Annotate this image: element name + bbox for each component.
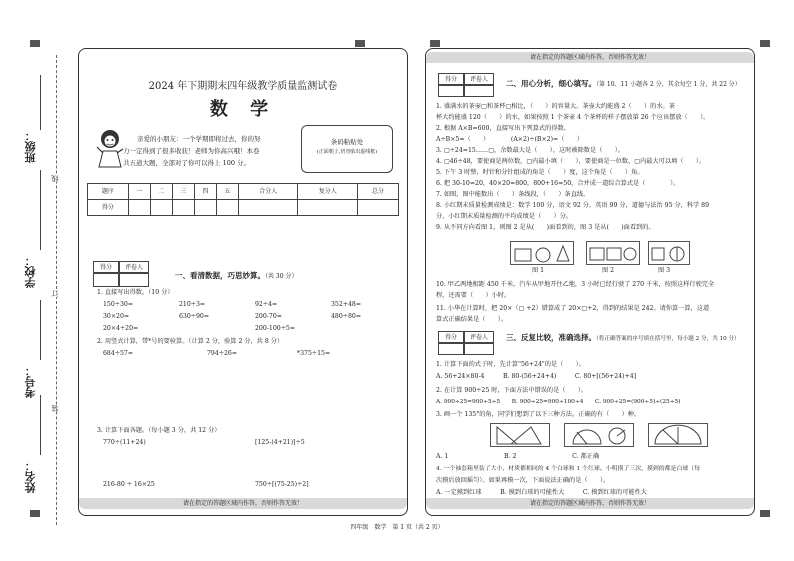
section3-title	[506, 333, 740, 343]
barcode-note: (正面朝上,切勿贴出虚线框)	[316, 149, 378, 156]
s1-q3-prompt: 3. 计算下面各题。（每小题 3 分，共 12 分）	[97, 427, 221, 434]
grader-score-cell[interactable]	[93, 273, 119, 287]
figure-3	[648, 241, 690, 265]
registration-mark	[355, 40, 365, 47]
s2-line: 10. 甲乙两地相距 450 千米，汽车从甲地开往乙地，3 小时已经行驶了 270 千米，按照这样行驶完全	[436, 281, 715, 288]
grader-name-cell[interactable]	[464, 85, 494, 97]
exam-no-label: 考号：	[24, 365, 37, 398]
subject-title: 数 学	[209, 99, 277, 120]
score-row-label: 得分	[88, 200, 129, 216]
score-header-cell: 三	[172, 184, 194, 200]
registration-mark	[760, 40, 770, 47]
class-label: 班级：	[24, 130, 37, 163]
s1-q1-item: 210÷3=	[179, 301, 206, 308]
s2-line: A÷B×5=（ ） (A×2)÷(B×2)=（ ）	[436, 136, 583, 143]
set-square-icon	[491, 424, 549, 446]
s1-q1-item: 20×4÷20=	[103, 325, 139, 332]
s3-line: 次摸后放回摇匀）。如果再摸一次，下面说法正确的是（ ）。	[436, 477, 610, 484]
greeting-line-1: 亲爱的小朋友：一个学期即将过去，你的努	[137, 135, 261, 143]
score-table-score-row	[88, 200, 399, 216]
barcode-label: 条码粘贴处	[330, 138, 364, 146]
s1-q1-item: 92÷4=	[255, 301, 278, 308]
figure-3-label: 图 3	[658, 267, 671, 274]
score-header-cell: 复分人	[298, 184, 358, 200]
grader-name-cell[interactable]	[464, 343, 494, 355]
binding-word-zhuang: 装	[51, 405, 59, 412]
name-label: 姓名：	[24, 460, 37, 493]
s1-q2-item: *375÷15=	[297, 350, 331, 357]
s1-q2-prompt: 2. 用竖式计算，带*号的要验算。（计算 2 分，验算 2 分，共 8 分）	[97, 338, 284, 345]
sec2-grader-box	[438, 73, 494, 85]
right-header-notice: 请在指定的答题区域内作答，否则作答无效！	[426, 52, 754, 63]
sec3-grader-input	[438, 343, 494, 355]
s1-q1-item: 200-100÷5=	[255, 325, 296, 332]
score-cell[interactable]	[128, 200, 150, 216]
s1-q2-item: 794÷26=	[207, 350, 238, 357]
s1-q3-item: [125-(4+21)]÷5	[255, 439, 305, 446]
s2-line: 分，小红期末质量检测的平均成绩是（ ）分。	[436, 213, 573, 220]
sec1-grader-box	[93, 261, 149, 273]
s2-line: 4. ▢46÷48，要使商是两位数，▢内最小填（ ），要使商是一位数，▢内最大可以填（ ）。	[436, 158, 706, 165]
section2-title	[506, 79, 741, 89]
s3-line: 2. 在计算 900÷25 时，下面方法中错误的是（ ）。	[436, 387, 588, 394]
s2-line: 杯大约能盛 120（ ）的水，如果按照 1 个茶壶 4 个茶杯的样子摆放第 26 个应该摆放（ ）。	[436, 114, 710, 121]
s1-q1-item: 352+48=	[331, 301, 362, 308]
greeting-line-2: 力一定得到了很多收获！老师为你高兴哦！本卷	[123, 147, 260, 155]
grader-score-label: 得分	[93, 261, 119, 273]
teacher-illustration	[93, 127, 127, 169]
score-header-cell: 题序	[88, 184, 129, 200]
figure-2-shapes	[587, 242, 639, 264]
s1-q1-item: 630÷90=	[179, 313, 210, 320]
s2-line: 2. 根据 A×B=600，直接写出下列算式的得数。	[436, 125, 570, 132]
section1-title-text: 一、看清数据，巧思妙算。	[175, 271, 265, 280]
section2-title-text: 二、用心分析，细心填写。	[506, 79, 596, 88]
s1-q1-item: 150÷30=	[103, 301, 134, 308]
name-underline	[40, 395, 41, 455]
s3-line: 4. 一个袖套箱里装了大小、材质都相同的 4 个白球和 1 个红球。小明摸了三次，摸到的都是白球（每	[436, 466, 700, 472]
sec2-grader-input	[438, 85, 494, 97]
grader-score-cell[interactable]	[438, 343, 464, 355]
angle-method-2	[564, 423, 634, 447]
section2-note: （第 10、11 小题各 2 分，其余每空 1 分，共 22 分）	[596, 81, 741, 88]
figure-2-label: 图 2	[602, 267, 615, 274]
figure-1	[510, 241, 574, 265]
section3-title-text: 三、反复比较，准确选择。	[506, 333, 596, 342]
registration-mark	[30, 40, 40, 47]
registration-mark	[30, 510, 40, 517]
score-table	[87, 183, 399, 216]
s2-line: 6. 把 30-10=20，40×20=800，800+16=50，合并成一道综合算式是（ ）。	[436, 180, 680, 187]
score-cell[interactable]	[238, 200, 298, 216]
score-header-cell: 五	[216, 184, 238, 200]
protractor-icon	[565, 424, 633, 446]
s2-line: 8. 小红期末质量检测成绩是：数学 100 分，语文 92 分，英语 99 分，道德与法治 95 分，科学 89	[436, 202, 710, 209]
s2-line: 7. 如图，图中能数出（ ）条线段，（ ）条直线。	[436, 191, 590, 198]
grader-score-cell[interactable]	[438, 85, 464, 97]
exam-title: 2024 年下期期末四年级教学质量监测试卷	[148, 81, 338, 92]
grader-name-label: 评卷人	[464, 331, 494, 343]
score-cell[interactable]	[358, 200, 399, 216]
barcode-area	[301, 125, 393, 173]
s3-line: A. 56+24×80-4 B. 80-(56+24+4) C. 80+[(56+24)+4]	[436, 373, 637, 380]
score-cell[interactable]	[298, 200, 358, 216]
s2-line: 3. ▢÷24=15……▢，余数最大是（ ），这时被除数是（ ）。	[436, 147, 624, 154]
class-underline	[40, 75, 41, 130]
figure-2	[586, 241, 640, 265]
s2-line: 5. 下午 3 时整，时针和分针组成的角是（ ）度，这个角是（ ）角。	[436, 169, 644, 176]
right-page	[425, 48, 755, 516]
protractor-icon	[649, 424, 707, 446]
section1-note: （共 30 分）	[265, 273, 298, 280]
s1-q1-prompt: 1. 直接写出得数。（10 分）	[97, 289, 174, 296]
s1-q1-item: 30×20=	[103, 313, 130, 320]
grader-name-label: 评卷人	[464, 73, 494, 85]
section1-title	[175, 271, 297, 281]
page-footer: 四年级 数学 第 1 页（共 2 页）	[350, 524, 444, 531]
s3-line: 1. 计算下面的式子时，先计算"56+24"的是（ ）。	[436, 361, 585, 368]
sec1-grader-input	[93, 273, 149, 287]
angle-method-1	[490, 423, 550, 447]
school-label: 学校：	[24, 255, 37, 288]
s2-line: 11. 小华在计算时，把 20×（▢ +2）错算成了 20×▢+2，得到的结果是 242。请你算一算，这道	[436, 305, 710, 312]
s1-q3-item: 750÷[(75-25)÷2]	[255, 481, 309, 488]
figure-3-shapes	[649, 242, 689, 264]
s2-line: 算式正确结果是（ ）。	[436, 316, 508, 323]
s2-line: 程，还需要（ ）小时。	[436, 292, 511, 299]
s3-line: A. 1 B. 2 C. 都正确	[436, 453, 600, 460]
s3-line: A. 一定摸到红球 B. 摸到白球的可能性大 C. 摸到红球的可能性大	[436, 489, 647, 496]
s1-q3-item: 770÷(11+24)	[103, 439, 146, 446]
s1-q1-item: 480÷80=	[331, 313, 362, 320]
score-header-cell: 四	[194, 184, 216, 200]
s2-line: 1. 盛满水的茶壶▢和茶杯▢相比，（ ）的容量大。茶壶大约能盛 2（ ）的水。茶	[436, 103, 675, 110]
sec3-grader-box	[438, 331, 494, 343]
s3-line: A. 900÷25=900÷5÷5 B. 900÷25=900÷100÷4 C. 900÷25=(900÷5)÷(25÷5)	[436, 399, 681, 405]
registration-mark	[430, 40, 440, 47]
score-header-cell: 总分	[358, 184, 399, 200]
grader-score-label: 得分	[438, 331, 464, 343]
right-footer-notice: 请在指定的答题区域内作答，否则作答无效！	[426, 498, 754, 509]
figure-1-shapes	[511, 242, 573, 264]
score-header-cell: 合分人	[238, 184, 298, 200]
score-cell[interactable]	[172, 200, 194, 216]
exam-no-underline	[40, 300, 41, 360]
greeting-line-3: 共五道大题，全部对了你可以得上 100 分。	[123, 159, 251, 167]
score-cell[interactable]	[194, 200, 216, 216]
score-cell[interactable]	[150, 200, 172, 216]
school-underline	[40, 170, 41, 250]
score-header-cell: 一	[128, 184, 150, 200]
score-cell[interactable]	[216, 200, 238, 216]
left-footer-notice: 请在指定的答题区域内作答，否则作答无效！	[79, 498, 407, 509]
grader-score-label: 得分	[438, 73, 464, 85]
s3-line: 3. 画一个 135°的角，同学们想到了以下三种方法。正确的有（ ）种。	[436, 411, 641, 418]
figure-1-label: 图 1	[532, 267, 545, 274]
binding-word-xian: 线	[51, 175, 59, 182]
grader-name-label: 评卷人	[119, 261, 149, 273]
angle-method-3	[648, 423, 708, 447]
s1-q1-item: 200-70=	[255, 313, 282, 320]
s2-line: 9. 从不同方向看图 1，则图 2 是从( )面看到的，图 3 是从( )面看到的。	[436, 224, 655, 231]
registration-mark	[760, 510, 770, 517]
score-header-cell: 二	[150, 184, 172, 200]
s1-q2-item: 684÷57=	[103, 350, 134, 357]
binding-word-ding: 订	[51, 290, 59, 297]
grader-name-cell[interactable]	[119, 273, 149, 287]
score-table-header-row	[88, 184, 399, 200]
left-page	[78, 48, 408, 516]
section3-note: （将正确答案的序号填在括号里，每小题 2 分，共 10 分）	[596, 336, 740, 342]
s1-q3-item: 216-80 ÷ 16×25	[103, 481, 155, 488]
